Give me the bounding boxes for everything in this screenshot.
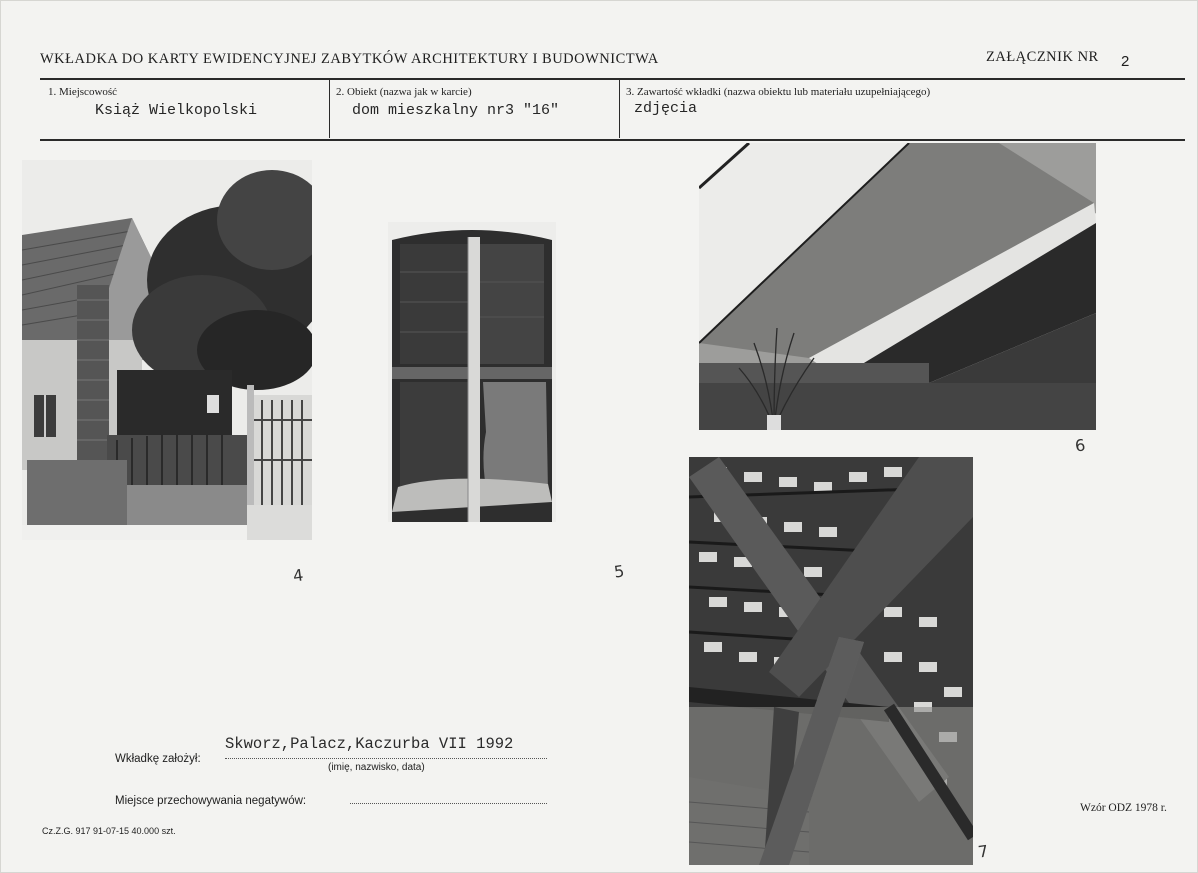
object-label: 2. Obiekt (nazwa jak w karcie) bbox=[336, 86, 472, 98]
contents-label: 3. Zawartość wkładki (nazwa obiektu lub materiału uzupełniającego) bbox=[626, 86, 931, 98]
object-value: dom mieszkalny nr3 "16" bbox=[352, 102, 560, 119]
fields-rule bbox=[40, 139, 1185, 141]
locality-value: Książ Wielkopolski bbox=[95, 102, 258, 119]
contents-value: zdjęcia bbox=[634, 100, 698, 117]
print-info: Cz.Z.G. 917 91-07-15 40.000 szt. bbox=[42, 826, 176, 836]
established-hint: (imię, nazwisko, data) bbox=[328, 762, 425, 773]
photo-number-4: 4 bbox=[291, 565, 305, 586]
house-with-tree-photo bbox=[22, 160, 312, 540]
photo-number-7: 7 bbox=[976, 841, 990, 862]
form-model: Wzór ODZ 1978 r. bbox=[1080, 802, 1167, 814]
photo-number-5: 5 bbox=[612, 561, 626, 582]
header-rule bbox=[40, 78, 1185, 80]
annex-number: 2 bbox=[1121, 53, 1130, 70]
window-niche-photo bbox=[388, 222, 556, 522]
negatives-label: Miejsce przechowywania negatywów: bbox=[115, 795, 307, 807]
ceiling-beam-photo bbox=[699, 143, 1096, 430]
established-label: Wkładkę założył: bbox=[115, 753, 201, 765]
negatives-underline bbox=[350, 803, 547, 804]
roof-truss-photo bbox=[689, 457, 973, 865]
established-underline bbox=[225, 758, 547, 759]
field-divider bbox=[329, 80, 330, 138]
photo-number-6: 6 bbox=[1073, 435, 1087, 456]
established-value: Skworz,Palacz,Kaczurba VII 1992 bbox=[225, 735, 514, 753]
form-title: WKŁADKA DO KARTY EWIDENCYJNEJ ZABYTKÓW ARCHITEKTURY I BUDOWNICTWA bbox=[40, 51, 659, 67]
locality-label: 1. Miejscowość bbox=[48, 86, 118, 98]
annex-label: ZAŁĄCZNIK NR bbox=[986, 49, 1099, 65]
field-divider bbox=[619, 80, 620, 138]
